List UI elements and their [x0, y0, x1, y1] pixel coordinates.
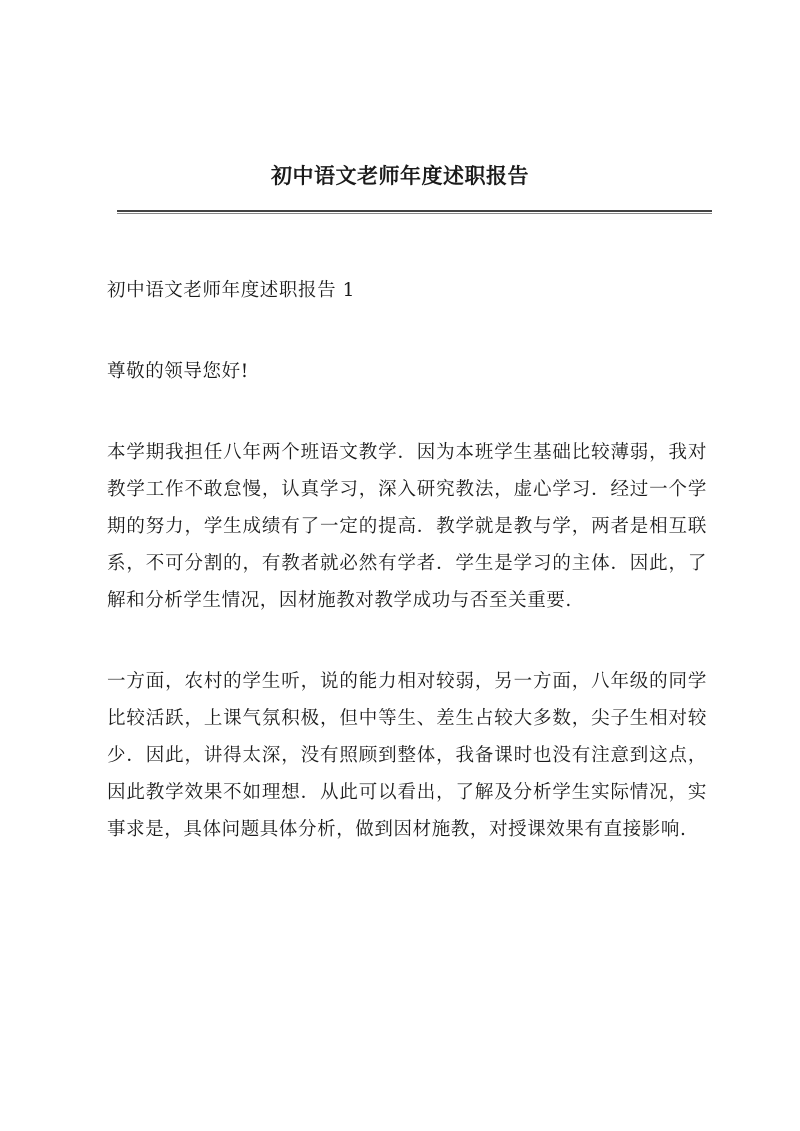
- section-heading: 初中语文老师年度述职报告 1: [107, 280, 356, 301]
- document-body: [107, 272, 707, 892]
- body-paragraph-1: 本学期我担任八年两个班语文教学．因为本班学生基础比较薄弱，我对教学工作不敢怠慢，认真学习，深入研究教法，虚心学习．经过一个学期的努力，学生成绩有了一定的提高．教学就是教与学，两者是相互联系，不可分割的，有教者就必然有学者．学生是学习的主体．因此，了解和分析学生情况，因材施教对教学成功与否至关重要.: [107, 442, 707, 611]
- document-title: 初中语文老师年度述职报告: [271, 163, 529, 188]
- body-paragraph-2: 一方面，农村的学生听，说的能力相对较弱，另一方面，八年级的同学比较活跃，上课气氛积极，但中等生、差生占较大多数，尖子生相对较少．因此，讲得太深，没有照顾到整体，我备课时也没有注意到这点，因此教学效果不如理想．从此可以看出，了解及分析学生实际情况，实事求是，具体问题具体分析，做到因材施教，对授课效果有直接影响.: [107, 671, 707, 840]
- title-divider: [117, 210, 712, 214]
- greeting-line: 尊敬的领导您好!: [107, 361, 249, 382]
